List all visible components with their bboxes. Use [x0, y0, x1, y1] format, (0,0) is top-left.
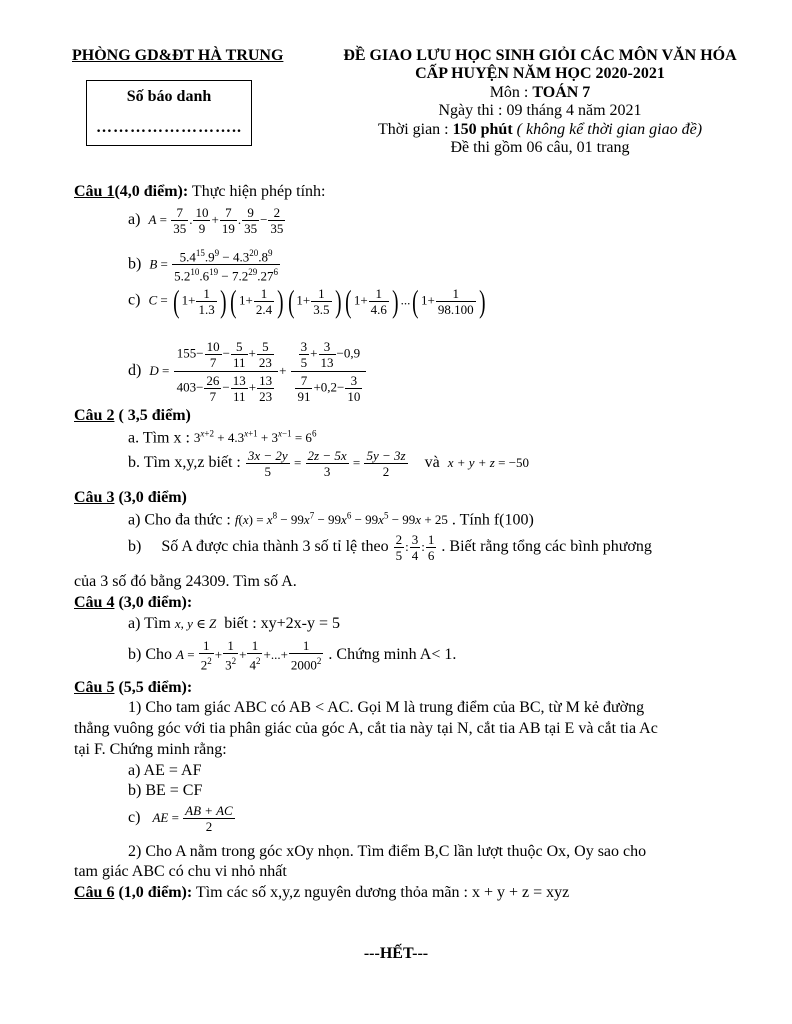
- question-5-heading: Câu 5 (5,5 điểm):: [74, 679, 193, 696]
- exam-header: [330, 47, 750, 157]
- question-1d: d) D = 155− $\frac{10}{7}$ − $\frac{5}{11}$ + $\frac{5}{23}$ 403− $\frac{26}{7}$ − $\frac{13}{11}$ + $\frac{13}{23}$ + $\frac{3}{5}$ + $\frac{3}{13}$ −0,9 $\frac{7}{91}$ +0,2− $\frac{3}{10}$: [128, 338, 367, 405]
- exam-date: Ngày thi : 09 tháng 4 năm 2021: [438, 102, 642, 120]
- question-3-heading: Câu 3 (3,0 điểm): [74, 489, 187, 506]
- question-2a: a. Tìm x : $3^{x+2} + 4.3^{x+1} + 3^{x-1} = 6^6$: [128, 429, 317, 447]
- exam-title-line1: ĐỀ GIAO LƯU HỌC SINH GIỎI CÁC MÔN VĂN HÓA: [343, 47, 737, 64]
- question-4-heading: Câu 4 (3,0 điểm):: [74, 594, 193, 611]
- exam-time: Thời gian : 150 phút ( không kể thời gian giao đề): [377, 120, 703, 138]
- question-5-p1-line2: thẳng vuông góc với tia phân giác của góc A, cắt tia này tại N, cắt tia AB tại E và cắt tia Ac: [74, 720, 658, 737]
- question-6: Câu 6 (1,0 điểm): Tìm các số x,y,z nguyên dương thỏa mãn : x + y + z = xyz: [74, 884, 570, 901]
- exam-title-line2: CẤP HUYỆN NĂM HỌC 2020-2021: [415, 65, 665, 83]
- candidate-id-label: Số báo danh: [126, 88, 212, 105]
- question-2-heading: Câu 2 ( 3,5 điểm): [74, 407, 191, 424]
- question-4a: a) Tìm x, y ∈ Z biết : xy+2x-y = 5: [128, 615, 341, 632]
- question-4b: b) Cho A = $\frac{1}{2^2}$ + $\frac{1}{3^2}$ + $\frac{1}{4^2}$ +...+ $\frac{1}{2000^2}$ . Chứng minh A< 1.: [128, 638, 457, 673]
- candidate-id-dots: ……………………..: [96, 119, 242, 136]
- question-1c: c) C = ( 1+ $\frac{1}{1.3}$ ) ( 1+ $\frac{1}{2.4}$ ) ( 1+ $\frac{1}{3.5}$ ) ( 1+ $\frac{1}{4.6}$ ) ...( 1+ $\frac{1}{98.100}$ ): [128, 283, 486, 319]
- question-5c: c) AE = $\frac{AB + AC}{2}$: [128, 803, 233, 834]
- question-3b: b) Số A được chia thành 3 số tỉ lệ theo $\frac{2}{5}$ : $\frac{3}{4}$ : $\frac{1}{6}$ . Biết rằng tổng các bình phương: [128, 532, 652, 563]
- candidate-id-box: [86, 80, 252, 146]
- question-3b-line2: của 3 số đó bằng 24309. Tìm số A.: [74, 573, 297, 590]
- question-5b: b) BE = CF: [128, 782, 203, 799]
- question-5-p1-line3: tại F. Chứng minh rằng:: [74, 741, 227, 758]
- question-5-p1-line1: 1) Cho tam giác ABC có AB < AC. Gọi M là trung điểm của BC, từ M kẻ đường: [128, 699, 645, 716]
- question-5-p2-line2: tam giác ABC có chu vi nhỏ nhất: [74, 863, 287, 880]
- end-marker: ---HẾT---: [363, 945, 429, 962]
- department-name: PHÒNG GD&ĐT HÀ TRUNG: [72, 47, 284, 64]
- question-1b: b) B = $\frac{5.4^{15}.9^9 - 4.3^{20}.8^9}{5.2^{10}.6^{19} - 7.2^{29}.27^6}$: [128, 248, 278, 284]
- question-1a: a) A = $\frac{7}{35}$ . $\frac{10}{9}$ + $\frac{7}{19}$ . $\frac{9}{35}$ − $\frac{2}{35}$: [128, 205, 284, 236]
- question-5-p2-line1: 2) Cho A nằm trong góc xOy nhọn. Tìm điểm B,C lần lượt thuộc Ox, Oy sao cho: [128, 843, 647, 860]
- exam-subject: Môn : TOÁN 7: [489, 83, 591, 101]
- question-3a: a) Cho đa thức : $f(x) = x^8 - 99x^7 - 99x^6 - 99x^5 - 99x + 25$ . Tính f(100): [128, 511, 534, 529]
- exam-pages-note: Đề thi gồm 06 câu, 01 trang: [450, 138, 630, 156]
- question-1-heading: Câu 1(4,0 điểm): Thực hiện phép tính:: [74, 183, 326, 200]
- question-5a: a) AE = AF: [128, 762, 202, 779]
- question-2b: b. Tìm x,y,z biết : $\frac{3x - 2y}{5}$ = $\frac{2z - 5x}{3}$ = $\frac{5y - 3z}{2}$ và x + y + z = −50: [128, 448, 530, 479]
